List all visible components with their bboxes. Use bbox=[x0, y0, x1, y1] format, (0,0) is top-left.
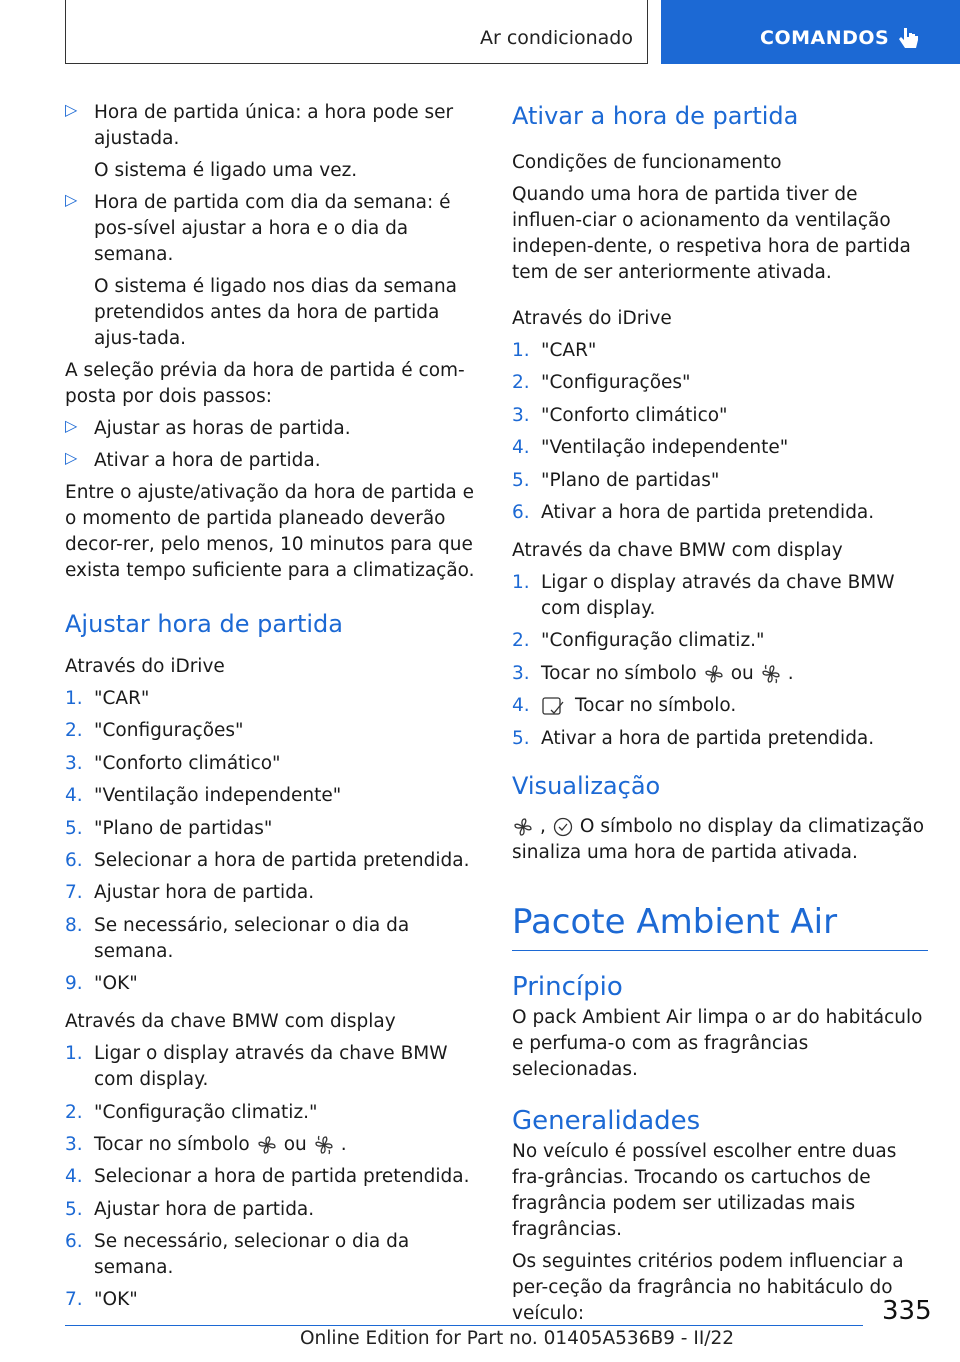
list-item: 5. "Plano de partidas" bbox=[65, 817, 273, 839]
triangle-bullet-icon: ▷ bbox=[65, 100, 78, 119]
list-item: 3. Tocar no símbolo ou . bbox=[65, 1133, 347, 1155]
chapter-title: Ar condicionado bbox=[479, 27, 633, 49]
bullet-item bbox=[65, 100, 477, 184]
fan-icon bbox=[256, 1134, 278, 1156]
left-column bbox=[65, 100, 477, 1320]
principle-paragraph: O pack Ambient Air limpa o ar do habitáculo e perfuma-o com as fragrâncias selecionadas. bbox=[512, 1006, 923, 1080]
subheading: Através do iDrive bbox=[512, 308, 672, 329]
bullet-text: Hora de partida única: a hora pode ser ajustada. bbox=[94, 102, 454, 149]
subheading: Condições de funcionamento bbox=[512, 152, 782, 173]
footer-edition: Online Edition for Part no. 01405A536B9 - II/22 bbox=[300, 1328, 735, 1349]
bullet-text: Ajustar as horas de partida. bbox=[94, 418, 351, 439]
fan-icon bbox=[703, 663, 725, 685]
bullet-item bbox=[65, 448, 477, 474]
conditions-paragraph: Quando uma hora de partida tiver de influen-ciar o acionamento da ventilação indepen-dente, o respetiva hora de partida tem de ser anteriormente ativada. bbox=[512, 184, 911, 283]
list-item: 3. "Conforto climático" bbox=[65, 752, 281, 774]
triangle-bullet-icon: ▷ bbox=[65, 416, 78, 435]
list-item: 5. Ativar a hora de partida pretendida. bbox=[512, 727, 875, 749]
list-item: 3. Tocar no símbolo ou . bbox=[512, 662, 794, 684]
section-title: COMANDOS bbox=[760, 27, 890, 49]
list-item: 2. "Configurações" bbox=[65, 720, 244, 742]
fan-heat-icon bbox=[760, 663, 782, 685]
bullet-subtext: O sistema é ligado nos dias da semana pretendidos antes da hora de partida ajus-tada. bbox=[94, 276, 457, 349]
idrive-steps-list bbox=[512, 338, 928, 526]
list-item: 6. Selecionar a hora de partida pretendida. bbox=[65, 849, 470, 871]
pointing-hand-icon bbox=[896, 26, 922, 52]
idrive-steps-list bbox=[65, 686, 477, 997]
section-heading: Princípio bbox=[512, 971, 623, 1002]
section-heading: Ativar a hora de partida bbox=[512, 102, 799, 130]
list-item: 6. Ativar a hora de partida pretendida. bbox=[512, 501, 875, 523]
checkbox-icon bbox=[541, 695, 565, 717]
intro-paragraph: A seleção prévia da hora de partida é com-posta por dois passos: bbox=[65, 360, 465, 407]
fan-icon bbox=[512, 816, 534, 838]
list-item: 7. Ajustar hora de partida. bbox=[65, 882, 315, 904]
list-item: 7. "OK" bbox=[65, 1289, 138, 1311]
triangle-bullet-icon: ▷ bbox=[65, 190, 78, 209]
bullet-text: Ativar a hora de partida. bbox=[94, 450, 321, 471]
note-paragraph: Entre o ajuste/ativação da hora de partida e o momento de partida planeado deverão decor-rer, pelo menos, 10 minutos para que exista tempo suficiente para a climatização. bbox=[65, 482, 475, 581]
bullet-item bbox=[65, 416, 477, 442]
page-number: 335 bbox=[882, 1296, 932, 1326]
list-item: 9. "OK" bbox=[65, 973, 138, 995]
bullet-item bbox=[65, 190, 477, 352]
list-item: 3. "Conforto climático" bbox=[512, 404, 728, 426]
section-heading: Generalidades bbox=[512, 1105, 701, 1136]
list-item: 5. "Plano de partidas" bbox=[512, 469, 720, 491]
general-paragraph: Os seguintes critérios podem influenciar a per-ceção da fragrância no habitáculo do veículo: bbox=[512, 1250, 904, 1324]
list-item: 1. Ligar o display através da chave BMW com display. bbox=[65, 1043, 448, 1091]
triangle-bullet-icon: ▷ bbox=[65, 448, 78, 467]
key-steps-list bbox=[512, 570, 928, 752]
check-circle-icon bbox=[552, 816, 574, 838]
list-item: 2. "Configuração climatiz." bbox=[65, 1101, 318, 1123]
list-item: 4. "Ventilação independente" bbox=[512, 437, 789, 459]
section-tab bbox=[661, 0, 960, 64]
section-heading: Ajustar hora de partida bbox=[65, 610, 343, 638]
list-item: 2. "Configurações" bbox=[512, 372, 691, 394]
right-column bbox=[512, 100, 928, 1327]
chapter-tab bbox=[65, 0, 648, 64]
footer-rule bbox=[65, 1325, 863, 1326]
subheading: Através da chave BMW com display bbox=[512, 539, 843, 561]
list-item: 5. Ajustar hora de partida. bbox=[65, 1198, 315, 1220]
subheading: Através do iDrive bbox=[65, 656, 225, 677]
section-heading: Visualização bbox=[512, 771, 661, 800]
list-item: 1. "CAR" bbox=[65, 688, 150, 709]
list-item: 4. "Ventilação independente" bbox=[65, 785, 342, 807]
list-item: 8. Se necessário, selecionar o dia da semana. bbox=[65, 914, 410, 962]
list-item: 4. Selecionar a hora de partida pretendida. bbox=[65, 1166, 470, 1188]
list-item: 4. Tocar no símbolo. bbox=[512, 695, 737, 717]
list-item: 2. "Configuração climatiz." bbox=[512, 630, 765, 652]
visualization-paragraph: , O símbolo no display da climatização sinaliza uma hora de partida ativada. bbox=[512, 815, 925, 863]
fan-heat-icon bbox=[313, 1134, 335, 1156]
subheading: Através da chave BMW com display bbox=[65, 1011, 396, 1033]
list-item: 1. "CAR" bbox=[512, 340, 597, 361]
general-paragraph: No veículo é possível escolher entre duas fra-grâncias. Trocando os cartuchos de fragrância podem ser utilizadas mais fragrâncias. bbox=[512, 1140, 897, 1240]
bullet-text: Hora de partida com dia da semana: é pos-sível ajustar a hora e o dia da semana. bbox=[94, 192, 451, 265]
list-item: 1. Ligar o display através da chave BMW com display. bbox=[512, 571, 895, 619]
chapter-heading: Pacote Ambient Air bbox=[512, 901, 838, 942]
chapter-heading-rule bbox=[512, 900, 928, 951]
key-steps-list bbox=[65, 1041, 477, 1313]
bullet-subtext: O sistema é ligado uma vez. bbox=[94, 160, 358, 181]
list-item: 6. Se necessário, selecionar o dia da semana. bbox=[65, 1231, 410, 1279]
